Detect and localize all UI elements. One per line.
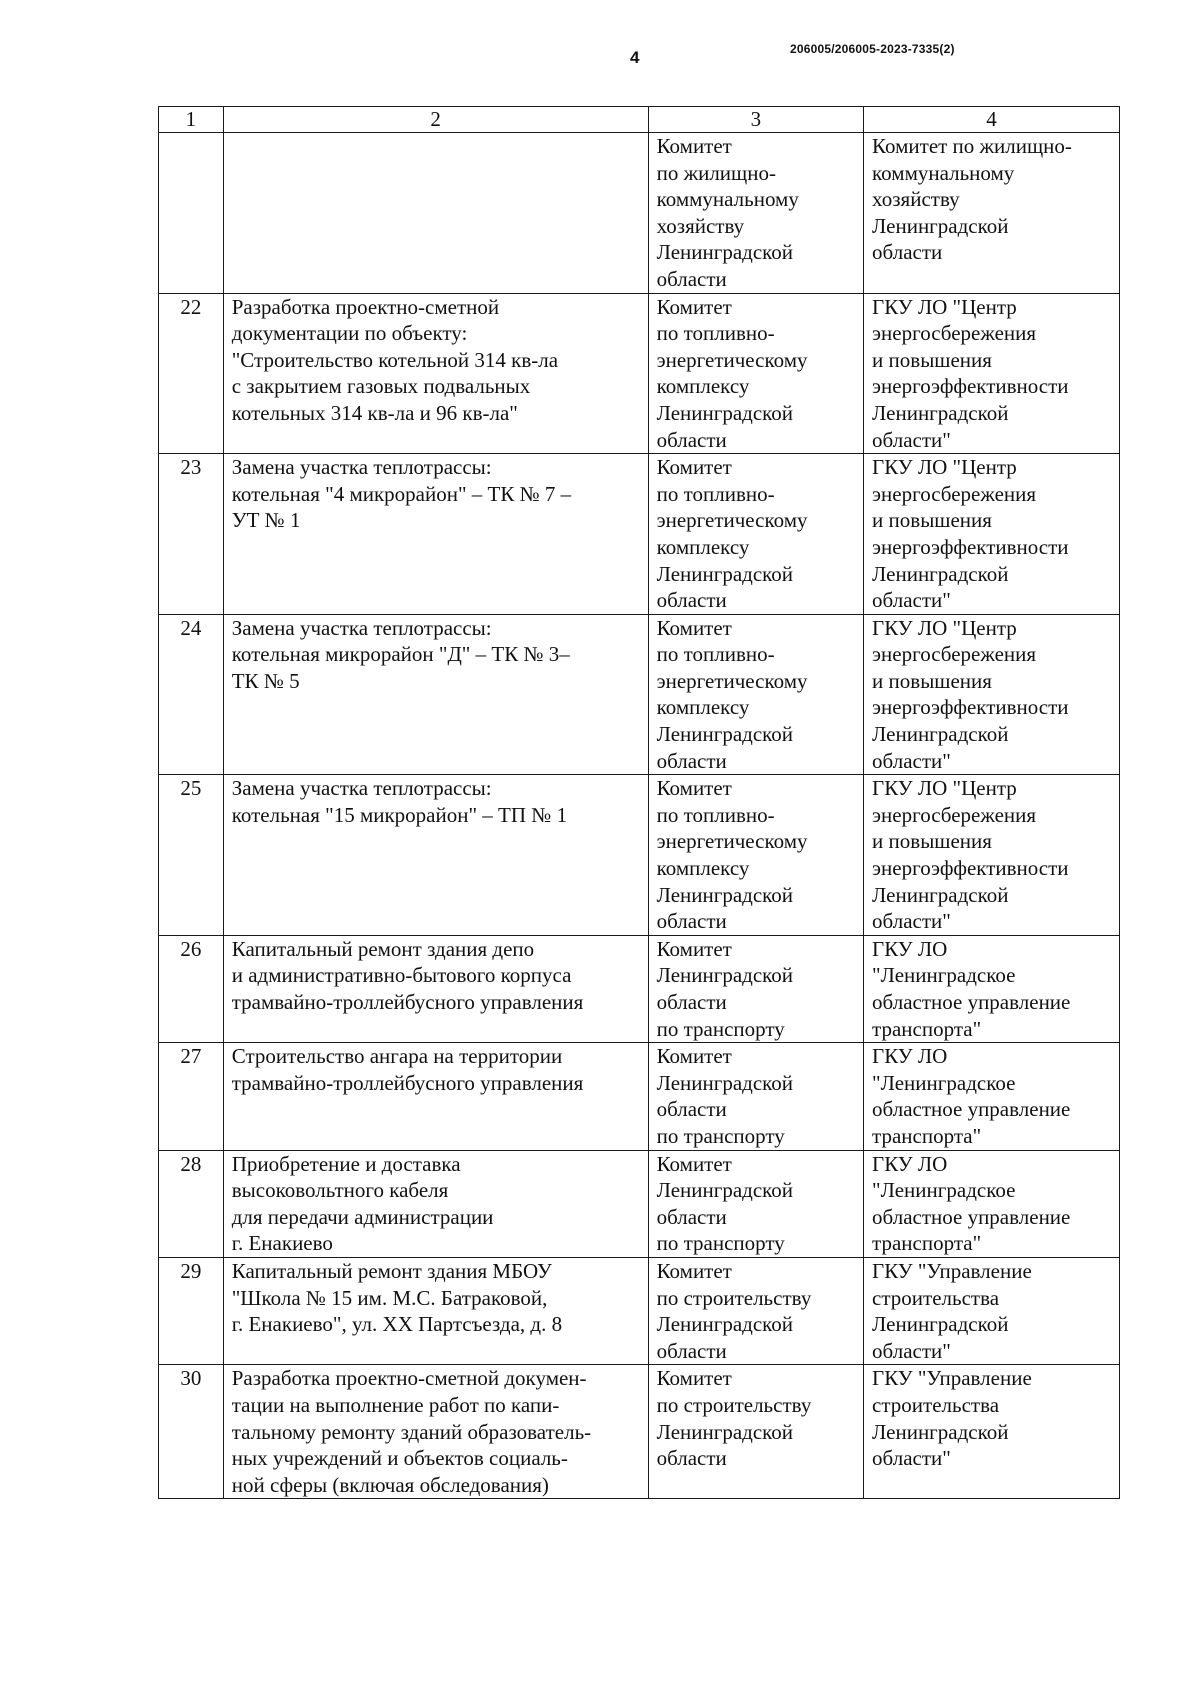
responsible-executor-text: Комитет Ленинградской области по транспорту bbox=[656, 1044, 794, 1148]
page-number: 4 bbox=[630, 48, 640, 67]
row-number-text: 28 bbox=[180, 1151, 202, 1176]
work-description-text: Замена участка теплотрассы: котельная "4 микрорайон" – ТК № 7 – УТ № 1 bbox=[231, 455, 572, 533]
table-row bbox=[159, 293, 1120, 454]
state-customer-text: ГКУ ЛО "Центр энергосбережения и повышения энергоэффективности Ленинградской области" bbox=[872, 615, 1069, 773]
state-customer bbox=[864, 133, 1120, 294]
work-description bbox=[223, 614, 648, 775]
row-number bbox=[159, 614, 224, 775]
work-description-text: Строительство ангара на территории трамвайно-троллейбусного управления bbox=[231, 1044, 584, 1095]
state-customer-text: ГКУ ЛО "Центр энергосбережения и повышения энергоэффективности Ленинградской области" bbox=[872, 776, 1069, 934]
work-description-text: Разработка проектно-сметной документации по объекту: "Строительство котельной 314 кв-ла с закрытием газовых подвальных котельных 314 кв-ла и 96 кв-ла" bbox=[231, 294, 559, 425]
responsible-executor bbox=[648, 1150, 863, 1257]
responsible-executor-text: Комитет по топливно- энергетическому комплексу Ленинградской области bbox=[656, 455, 808, 613]
state-customer-text: ГКУ ЛО "Ленинградское областное управление транспорта" bbox=[872, 936, 1071, 1041]
responsible-executor bbox=[648, 293, 863, 454]
work-description bbox=[223, 1257, 648, 1364]
responsible-executor-text: Комитет по строительству Ленинградской области bbox=[656, 1258, 812, 1363]
work-description bbox=[223, 133, 648, 294]
table-row bbox=[159, 1150, 1120, 1257]
state-customer-text: Комитет по жилищно- коммунальному хозяйству Ленинградской области bbox=[872, 134, 1072, 265]
row-number bbox=[159, 1257, 224, 1364]
table-row bbox=[159, 1365, 1120, 1499]
table-row bbox=[159, 454, 1120, 615]
work-description-text: Замена участка теплотрассы: котельная "15 микрорайон" – ТП № 1 bbox=[231, 776, 568, 827]
responsible-executor bbox=[648, 133, 863, 294]
responsible-executor-text: Комитет по жилищно- коммунальному хозяйству Ленинградской области bbox=[656, 134, 799, 291]
row-number bbox=[159, 775, 224, 936]
responsible-executor-text: Комитет по топливно- энергетическому комплексу Ленинградской области bbox=[656, 294, 808, 452]
work-description bbox=[223, 935, 648, 1042]
row-number-text: 23 bbox=[180, 455, 202, 480]
state-customer bbox=[864, 775, 1120, 936]
responsible-executor bbox=[648, 614, 863, 775]
work-description bbox=[223, 1365, 648, 1499]
responsible-executor bbox=[648, 454, 863, 615]
responsible-executor bbox=[648, 1043, 863, 1150]
work-description-text: Капитальный ремонт здания депо и административно-бытового корпуса трамвайно-троллейбусного управления bbox=[231, 936, 584, 1014]
state-customer bbox=[864, 935, 1120, 1042]
table-row bbox=[159, 775, 1120, 936]
document-id: 206005/206005-2023-7335(2) bbox=[790, 42, 955, 56]
row-number-text: 29 bbox=[180, 1258, 202, 1283]
work-description bbox=[223, 293, 648, 454]
table-row bbox=[159, 1257, 1120, 1364]
table-row bbox=[159, 1043, 1120, 1150]
work-description-text: Приобретение и доставка высоковольтного кабеля для передачи администрации г. Енакиево bbox=[231, 1151, 494, 1256]
work-description bbox=[223, 454, 648, 615]
state-customer bbox=[864, 1150, 1120, 1257]
state-customer-text: ГКУ ЛО "Центр энергосбережения и повышения энергоэффективности Ленинградской области" bbox=[872, 455, 1069, 613]
responsible-executor-text: Комитет по строительству Ленинградской области bbox=[656, 1366, 812, 1471]
row-number bbox=[159, 935, 224, 1042]
table-row bbox=[159, 133, 1120, 294]
column-header: 1 bbox=[159, 107, 224, 133]
table-header-row bbox=[159, 107, 1120, 133]
responsible-executor bbox=[648, 935, 863, 1042]
row-number bbox=[159, 1150, 224, 1257]
row-number bbox=[159, 1043, 224, 1150]
work-description-text: Разработка проектно-сметной докумен- тации на выполнение работ по капи- тальному ремонту зданий образователь- ных учреждений и объектов социаль- ной сферы (включая обследования) bbox=[231, 1366, 592, 1497]
row-number-text: 26 bbox=[180, 936, 202, 961]
work-description bbox=[223, 1150, 648, 1257]
state-customer bbox=[864, 1257, 1120, 1364]
responsible-executor-text: Комитет Ленинградской области по транспорту bbox=[656, 936, 794, 1041]
work-description bbox=[223, 1043, 648, 1150]
work-description bbox=[223, 775, 648, 936]
row-number bbox=[159, 1365, 224, 1499]
state-customer-text: ГКУ ЛО "Ленинградское областное управление транспорта" bbox=[872, 1044, 1071, 1148]
row-number bbox=[159, 133, 224, 294]
work-description-text: Капитальный ремонт здания МБОУ "Школа № 15 им. М.С. Батраковой, г. Енакиево", ул. XX Партсъезда, д. 8 bbox=[231, 1258, 563, 1337]
table-row bbox=[159, 935, 1120, 1042]
responsible-executor bbox=[648, 775, 863, 936]
row-number-text: 22 bbox=[180, 294, 202, 319]
column-header: 2 bbox=[223, 107, 648, 133]
work-description-text: Замена участка теплотрассы: котельная микрорайон "Д" – ТК № 3– ТК № 5 bbox=[231, 615, 570, 693]
state-customer-text: ГКУ "Управление строительства Ленинградской области" bbox=[872, 1366, 1032, 1471]
state-customer bbox=[864, 293, 1120, 454]
state-customer-text: ГКУ ЛО "Центр энергосбережения и повышения энергоэффективности Ленинградской области" bbox=[872, 294, 1069, 452]
state-customer-text: ГКУ "Управление строительства Ленинградской области" bbox=[872, 1258, 1032, 1363]
responsible-executor-text: Комитет по топливно- энергетическому комплексу Ленинградской области bbox=[656, 615, 808, 773]
state-customer bbox=[864, 1043, 1120, 1150]
row-number bbox=[159, 293, 224, 454]
column-header: 4 bbox=[864, 107, 1120, 133]
responsible-executor-text: Комитет по топливно- энергетическому комплексу Ленинградской области bbox=[656, 776, 808, 934]
row-number-text: 27 bbox=[180, 1044, 202, 1069]
table-body bbox=[159, 107, 1120, 1499]
responsible-executor bbox=[648, 1257, 863, 1364]
responsible-executor bbox=[648, 1365, 863, 1499]
row-number-text: 30 bbox=[180, 1366, 202, 1391]
state-customer bbox=[864, 454, 1120, 615]
state-customer bbox=[864, 614, 1120, 775]
state-customer-text: ГКУ ЛО "Ленинградское областное управление транспорта" bbox=[872, 1151, 1071, 1256]
measures-table bbox=[158, 106, 1120, 1499]
row-number-text: 25 bbox=[180, 776, 202, 801]
row-number-text: 24 bbox=[180, 615, 202, 640]
column-header: 3 bbox=[648, 107, 863, 133]
table-row bbox=[159, 614, 1120, 775]
state-customer bbox=[864, 1365, 1120, 1499]
responsible-executor-text: Комитет Ленинградской области по транспорту bbox=[656, 1151, 794, 1256]
row-number bbox=[159, 454, 224, 615]
